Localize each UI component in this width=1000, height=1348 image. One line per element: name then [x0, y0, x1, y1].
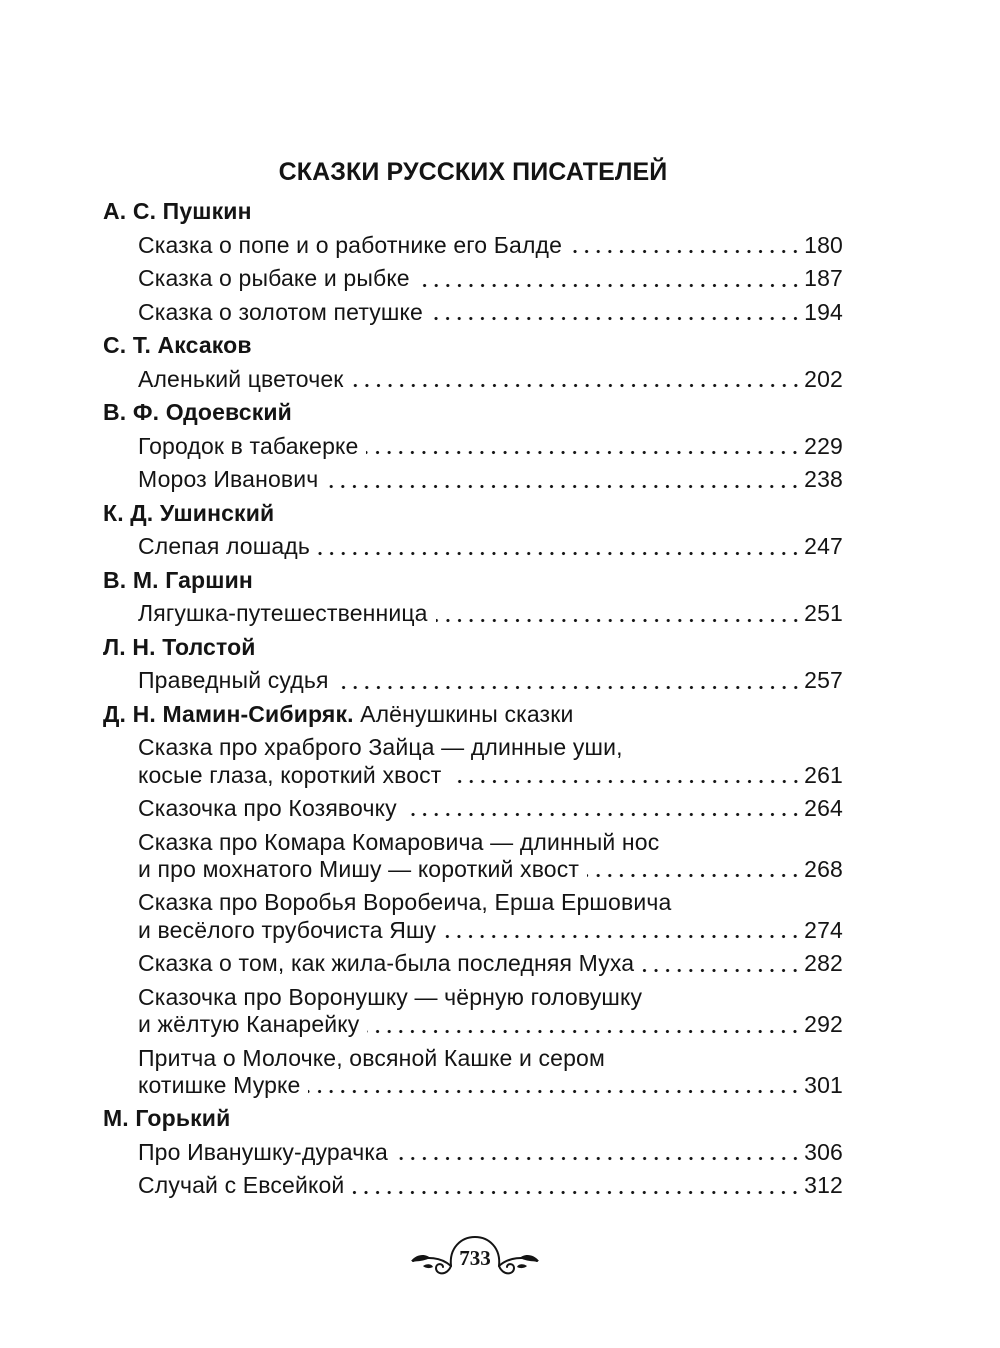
- entry-title: Лягушка-путешественница: [138, 600, 428, 627]
- entry-title-line: котишке Мурке: [138, 1072, 301, 1098]
- dot-leader: [642, 950, 801, 977]
- entry-title: Городок в табакерке: [138, 432, 359, 459]
- dot-leader: [366, 433, 801, 460]
- toc-entry: [103, 1039, 843, 1100]
- entry-page: 187: [804, 265, 843, 292]
- entry-page: 301: [804, 1072, 843, 1098]
- entry-title: Про Иванушку-дурачка: [138, 1138, 389, 1165]
- dot-leader: [405, 795, 801, 822]
- dot-leader: [396, 1139, 801, 1166]
- author-name: А. С. Пушкин: [103, 198, 252, 225]
- entry-title-line: и про мохнатого Мишу — короткий хвост: [138, 855, 580, 882]
- page-number: 733: [459, 1246, 491, 1270]
- author-heading: [103, 1099, 843, 1133]
- author-heading: [103, 628, 843, 662]
- entry-title: Мороз Иванович: [138, 466, 319, 493]
- toc-entry: [103, 360, 843, 393]
- entry-page: 264: [804, 795, 843, 822]
- entry-page: 292: [804, 1011, 843, 1038]
- entry-page: 282: [804, 950, 843, 977]
- entry-title-line: и весёлого трубочиста Яшу: [138, 916, 437, 943]
- dot-leader: [308, 1072, 801, 1099]
- dot-leader: [318, 533, 801, 560]
- entry-title-line: косые глаза, короткий хвост: [138, 761, 442, 788]
- author-name: В. М. Гаршин: [103, 566, 253, 593]
- entry-title: Сказочка про Козявочку: [138, 795, 397, 822]
- author-name: М. Горький: [103, 1105, 231, 1132]
- entry-page: 257: [804, 667, 843, 694]
- section-title: СКАЗКИ РУССКИХ ПИСАТЕЛЕЙ: [278, 158, 668, 186]
- entry-title-line: Сказка про храброго Зайца — длинные уши,: [138, 734, 623, 761]
- entry-title: Сказка о золотом петушке: [138, 298, 423, 325]
- entry-page: 202: [804, 365, 843, 392]
- author-name: Д. Н. Мамин-Сибиряк.: [103, 700, 354, 727]
- toc-entry: [103, 789, 843, 822]
- dot-leader: [450, 762, 802, 789]
- author-name: Л. Н. Толстой: [103, 633, 256, 660]
- entry-title-line: Сказка про Воробья Воробеича, Ерша Ершовича: [138, 889, 672, 916]
- table-of-contents: [103, 155, 843, 1200]
- toc-entry: [103, 259, 843, 292]
- toc-entry: [103, 661, 843, 694]
- entry-page: 238: [804, 466, 843, 493]
- entry-page: 312: [804, 1172, 843, 1199]
- entry-page: 247: [804, 533, 843, 560]
- toc-entry: [103, 944, 843, 977]
- dot-leader: [418, 265, 801, 292]
- toc-entry: [103, 527, 843, 560]
- author-heading: [103, 326, 843, 360]
- entry-title: Праведный судья: [138, 667, 329, 694]
- entry-title-line: Сказочка про Воронушку — чёрную головушку: [138, 983, 643, 1010]
- entry-title: Сказка о том, как жила-была последняя Муха: [138, 950, 635, 977]
- toc-entry: [103, 594, 843, 627]
- entry-page: 229: [804, 432, 843, 459]
- toc-entry: [103, 226, 843, 259]
- entry-title-line: Сказка про Комара Комаровича — длинный нос: [138, 828, 660, 855]
- author-heading: [103, 192, 843, 226]
- dot-leader: [367, 1011, 801, 1038]
- author-name: В. Ф. Одоевский: [103, 399, 292, 426]
- entry-page: 251: [804, 600, 843, 627]
- toc-entry: [103, 293, 843, 326]
- toc-entry: [103, 883, 843, 944]
- toc-entry: [103, 822, 843, 883]
- author-heading: [103, 561, 843, 595]
- entry-page: 194: [804, 298, 843, 325]
- dot-leader: [570, 232, 801, 259]
- author-heading: [103, 695, 843, 729]
- collection-title: Алёнушкины сказки: [360, 700, 574, 727]
- dot-leader: [436, 600, 802, 627]
- entry-title: Сказка о попе и о работнике его Балде: [138, 231, 563, 258]
- entry-page: 261: [804, 761, 843, 788]
- page-number-ornament: [405, 1230, 545, 1284]
- toc-entry: [103, 1133, 843, 1166]
- entry-title-line: и жёлтую Канарейку: [138, 1011, 360, 1038]
- entry-title: Слепая лошадь: [138, 533, 310, 560]
- entry-title: Сказка о рыбаке и рыбке: [138, 265, 410, 292]
- entry-title-line: Притча о Молочке, овсяной Кашке и сером: [138, 1044, 605, 1071]
- entry-page: 268: [804, 855, 843, 882]
- toc-entry: [103, 978, 843, 1039]
- toc-entry: [103, 728, 843, 789]
- dot-leader: [352, 1172, 801, 1199]
- toc-entry: [103, 427, 843, 460]
- toc-entry: [103, 460, 843, 493]
- entry-title: Аленький цветочек: [138, 365, 344, 392]
- entry-page: 306: [804, 1138, 843, 1165]
- author-heading: [103, 494, 843, 528]
- author-name: К. Д. Ушинский: [103, 499, 275, 526]
- author-heading: [103, 393, 843, 427]
- entry-title: Случай с Евсейкой: [138, 1172, 345, 1199]
- dot-leader: [337, 667, 802, 694]
- entry-page: 274: [804, 916, 843, 943]
- dot-leader: [352, 366, 802, 393]
- dot-leader: [444, 917, 801, 944]
- toc-entry: [103, 1166, 843, 1199]
- dot-leader: [326, 466, 801, 493]
- author-name: С. Т. Аксаков: [103, 332, 252, 359]
- entry-page: 180: [804, 231, 843, 258]
- dot-leader: [431, 299, 801, 326]
- dot-leader: [587, 856, 801, 883]
